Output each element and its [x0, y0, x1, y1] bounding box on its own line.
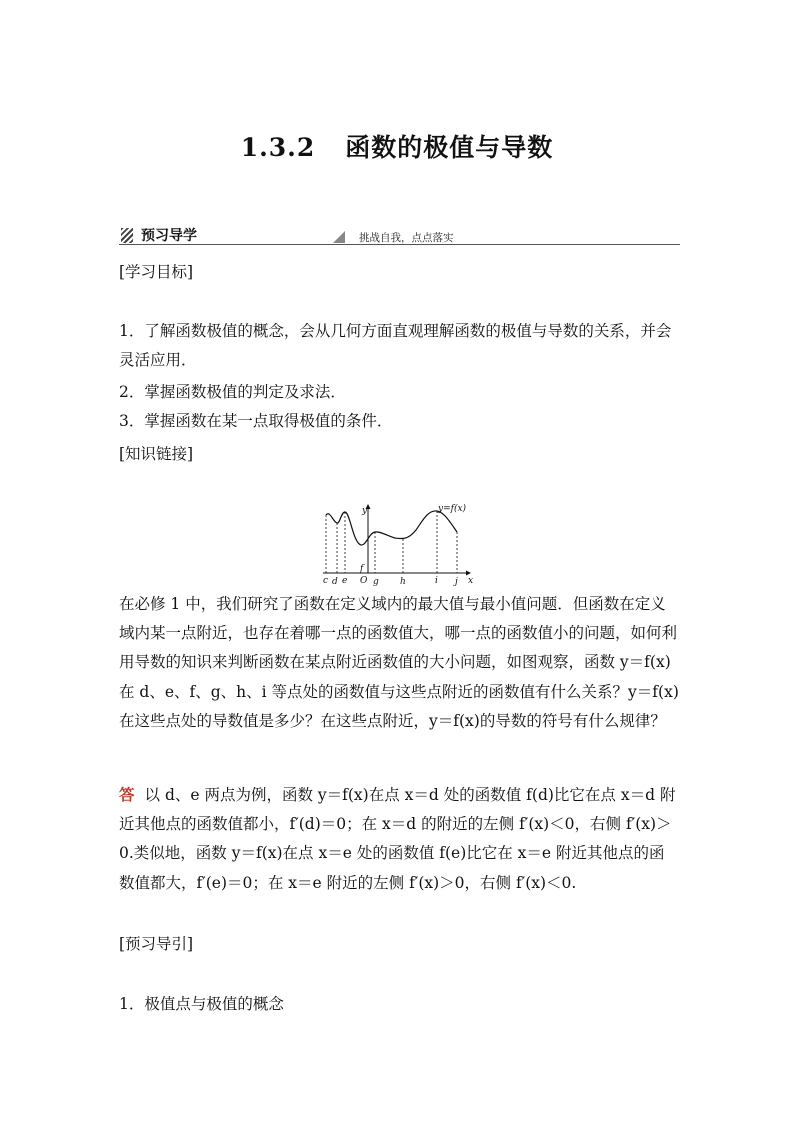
banner-subtitle: 挑战自我，点点落实 [359, 232, 454, 244]
section-banner [119, 225, 680, 247]
point-label-g: g [373, 577, 379, 586]
section-heading-links: [知识链接] [119, 445, 194, 463]
goal-item-2: 2．掌握函数极值的判定及求法． [119, 383, 346, 401]
goal-item-3: 3．掌握函数在某一点取得极值的条件． [119, 412, 393, 430]
origin-label: O [360, 576, 368, 586]
dashed-guides [326, 511, 457, 573]
point-label-i: i [435, 576, 438, 586]
stripes-icon [121, 228, 133, 243]
function-graph [318, 500, 478, 586]
point-label-e: e [342, 576, 348, 586]
point-label-d: d [332, 577, 338, 586]
banner-label: 预习导学 [141, 228, 197, 244]
page-title [0, 128, 794, 164]
f-label: f [360, 564, 364, 574]
section-number: 1.3.2 [240, 133, 316, 162]
y-axis-label: y [362, 506, 368, 516]
section-heading-preview: [预习导引] [119, 935, 194, 953]
point-label-j: j [455, 577, 458, 586]
x-axis-arrow-icon [466, 571, 471, 576]
point-label-c: c [323, 576, 329, 586]
point-label-h: h [400, 577, 406, 586]
goal-item-1: 1．了解函数极值的概念，会从几何方面直观理解函数的极值与导数的关系，并会灵活应用． [119, 322, 672, 369]
curve-label: y=f(x) [438, 504, 467, 514]
section-heading-goals: [学习目标] [119, 263, 194, 281]
answer-marker: 答 [119, 785, 135, 804]
section-title: 函数的极值与导数 [345, 133, 554, 162]
answer-paragraph [119, 780, 679, 898]
banner-rule [119, 244, 680, 245]
answer-text: 以 d、e 两点为例，函数 y＝f(x)在点 x＝d 处的函数值 f(d)比它在点 x＝d 附近其他点的函数值都小，f′(d)＝0；在 x＝d 的附近的左侧 f′(x)＜0，右侧 f′(x)＞0.类似地，函数 y＝f(x)在点 x＝e 处的函数值 f(e)比它在 x＝e 附近其他点的函数值都大，f′(e)＝0；在 x＝e 附近的左侧 f′(x)＞0，右侧 f′(x)＜0. [119, 786, 676, 892]
intro-paragraph: 在必修 1 中，我们研究了函数在定义域内的最大值与最小值问题．但函数在定义域内某一点附近，也存在着哪一点的函数值大，哪一点的函数值小的问题，如何利用导数的知识来判断函数在某点附近函数值的大小问题，如图观察，函数 y＝f(x)在 d、e、f、g、h、i 等点处的函数值与这些点附近的函数值有什么关系？y＝f(x)在这些点处的导数值是多少？在这些点附近，y＝f(x)的导数的符号有什么规律？ [119, 595, 679, 730]
preview-item-1: 1．极值点与极值的概念 [119, 995, 284, 1013]
x-axis-label: x [468, 576, 474, 586]
wedge-icon [333, 231, 345, 243]
